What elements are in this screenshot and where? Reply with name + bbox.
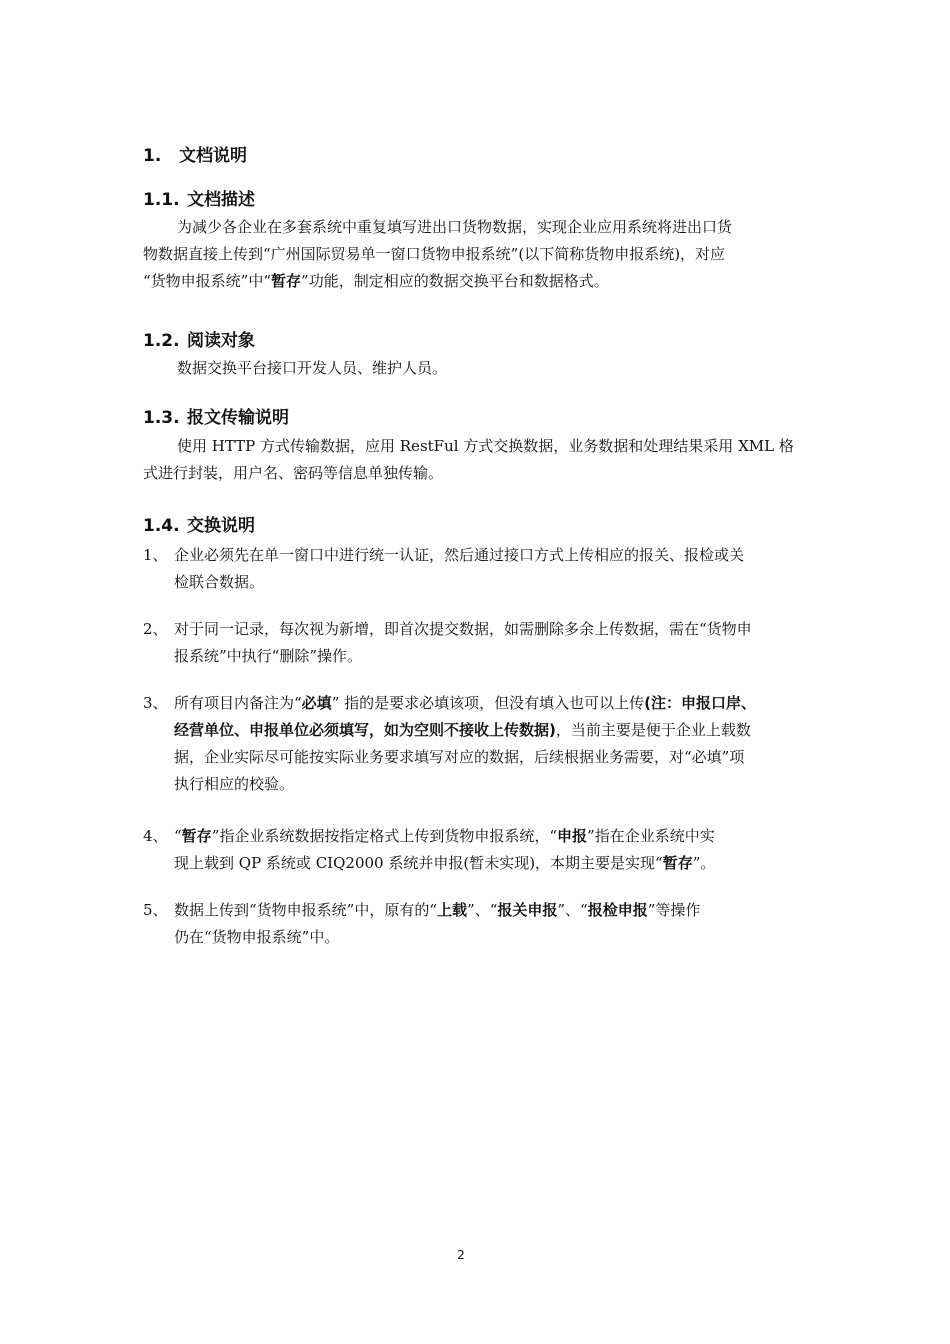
text-line: 为减少各企业在多套系统中重复填写进出口货物数据，实现企业应用系统将进出口货 (177, 218, 733, 236)
text-line: 报系统”中执行“删除”操作。 (174, 647, 363, 665)
list-number: 1、 (143, 546, 168, 564)
text-line: 经营单位、申报单位必须填写，如为空则不接收上传数据)，当前主要是便于企业上载数 (174, 721, 751, 739)
section-title: 阅读对象 (187, 331, 255, 351)
section-title: 交换说明 (187, 516, 255, 536)
text-line: 使用 HTTP 方式传输数据，应用 RestFul 方式交换数据，业务数据和处理结果采用 XML 格 (177, 437, 794, 455)
bold-term: 暂存 (271, 272, 302, 290)
audience-paragraph (143, 355, 811, 382)
text-line: “暂存”指企业系统数据按指定格式上传到货物申报系统，“申报”指在企业系统中实 (174, 827, 715, 845)
text-line: “货物申报系统”中“暂存”功能，制定相应的数据交换平台和数据格式。 (143, 272, 609, 290)
list-item (143, 616, 811, 670)
text-line: 据，企业实际尽可能按实际业务要求填写对应的数据，后续根据业务需要，对“必填”项 (174, 748, 745, 766)
section-number: 1.3. (143, 408, 180, 428)
bold-term: 申报 (557, 827, 588, 845)
section-heading-1-1 (143, 189, 255, 211)
text-line: 式进行封装，用户名、密码等信息单独传输。 (143, 464, 444, 482)
bold-term: 必填 (301, 694, 332, 712)
text-line: 仍在“货物申报系统”中。 (174, 928, 340, 946)
bold-note: 经营单位、申报单位必须填写，如为空则不接收上传数据) (174, 721, 556, 739)
section-title: 文档描述 (187, 190, 255, 210)
bold-term: 上载 (437, 901, 468, 919)
text-line: 对于同一记录，每次视为新增，即首次提交数据，如需删除多余上传数据，需在“货物申 (174, 620, 752, 638)
section-heading-1-4 (143, 515, 255, 537)
transfer-paragraph (143, 433, 811, 487)
section-title: 报文传输说明 (187, 408, 289, 428)
text-line: 数据上传到“货物申报系统”中，原有的“上载”、“报关申报”、“报检申报”等操作 (174, 901, 701, 919)
text-line: 检联合数据。 (174, 573, 265, 591)
list-number: 3、 (143, 694, 168, 712)
text-line: 执行相应的校验。 (174, 775, 295, 793)
description-paragraph (143, 214, 811, 295)
list-number: 5、 (143, 901, 168, 919)
page-number: 2 (457, 1248, 465, 1262)
bold-term: 报检申报 (587, 901, 648, 919)
section-number: 1.2. (143, 331, 180, 351)
list-item (143, 542, 811, 596)
bold-term: 报关申报 (497, 901, 558, 919)
section-number: 1.4. (143, 516, 180, 536)
section-heading-1-2 (143, 330, 255, 352)
bold-note: (注：申报口岸、 (644, 694, 756, 712)
list-number: 2、 (143, 620, 168, 638)
bold-term: 暂存 (181, 827, 212, 845)
section-number: 1.1. (143, 190, 180, 210)
text-line: 数据交换平台接口开发人员、维护人员。 (177, 359, 448, 377)
section-heading-1-3 (143, 407, 289, 429)
list-item (143, 823, 811, 877)
list-item (143, 897, 811, 951)
list-item (143, 690, 811, 798)
section-heading-1 (143, 145, 247, 167)
bold-term: 暂存 (662, 854, 693, 872)
text-line: 所有项目内备注为“必填” 指的是要求必填该项，但没有填入也可以上传(注：申报口岸、 (174, 694, 756, 712)
text-line: 现上载到 QP 系统或 CIQ2000 系统并申报(暂未实现)，本期主要是实现“暂存”。 (174, 854, 716, 872)
text-line: 物数据直接上传到“广州国际贸易单一窗口货物申报系统”(以下简称货物申报系统)，对应 (143, 245, 726, 263)
list-number: 4、 (143, 827, 168, 845)
section-title: 文档说明 (179, 146, 247, 166)
section-number: 1. (143, 146, 162, 166)
text-line: 企业必须先在单一窗口中进行统一认证，然后通过接口方式上传相应的报关、报检或关 (174, 546, 745, 564)
